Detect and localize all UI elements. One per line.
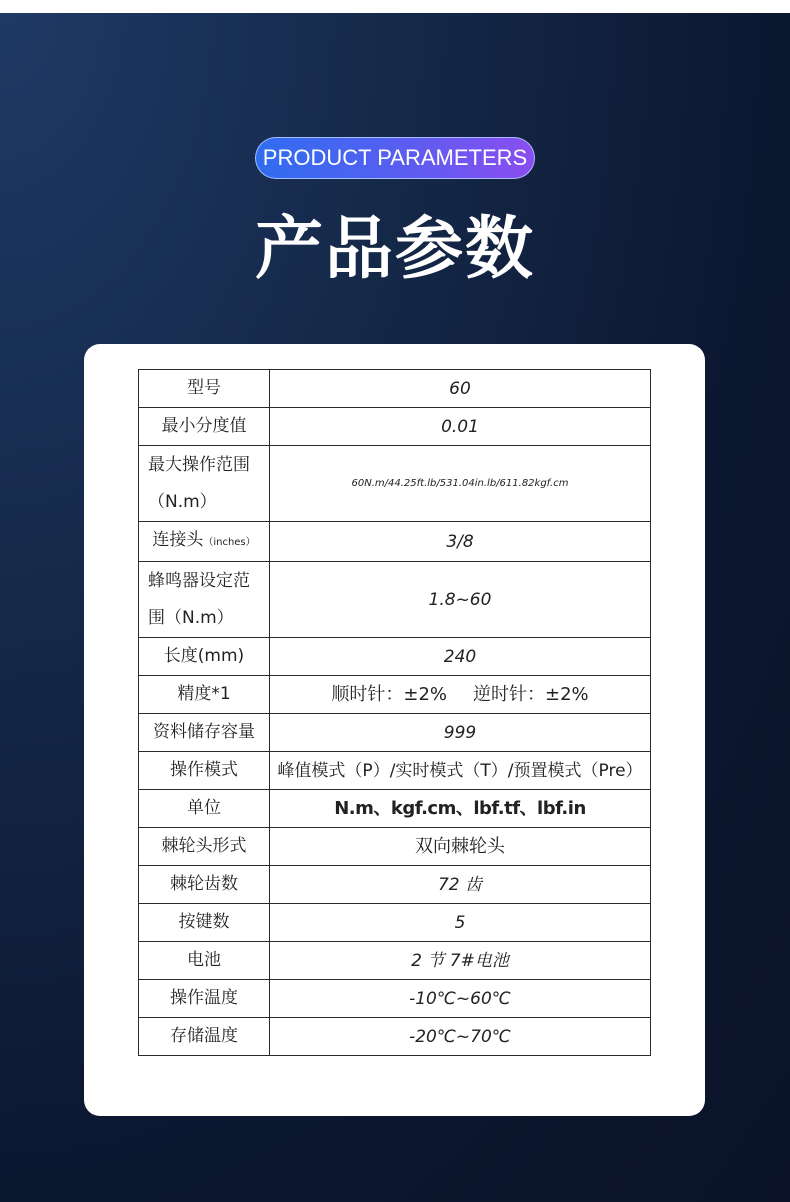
accuracy-clockwise: 顺时针：±2% [331,683,447,705]
param-value-ratchet-teeth: 72 齿 [270,866,651,904]
accuracy-counterclockwise: 逆时针：±2% [473,683,589,705]
table-row [139,714,651,752]
param-value-min-division: 0.01 [270,408,651,446]
param-label-min-division: 最小分度值 [139,408,270,446]
table-row [139,562,651,638]
param-label-ratchet-teeth: 棘轮齿数 [139,866,270,904]
table-row [139,980,651,1018]
table-row [139,828,651,866]
parameters-table [138,369,651,1056]
param-value-operating-temp: -10℃~60℃ [270,980,651,1018]
table-row [139,408,651,446]
param-label-model: 型号 [139,370,270,408]
table-row [139,1018,651,1056]
param-label-storage-capacity: 资料储存容量 [139,714,270,752]
param-label-max-range: 最大操作范围（N.m） [139,446,270,522]
param-label-ratchet-type: 棘轮头形式 [139,828,270,866]
param-label-buzzer-range: 蜂鸣器设定范围（N.m） [139,562,270,638]
param-value-buzzer-range: 1.8~60 [270,562,651,638]
param-value-operation-mode: 峰值模式（P）/实时模式（T）/预置模式（Pre） [270,752,651,790]
param-value-battery: 2 节 7#电池 [270,942,651,980]
top-strip [0,0,790,13]
param-value-button-count: 5 [270,904,651,942]
param-value-max-range: 60N.m/44.25ft.lb/531.04in.lb/611.82kgf.cm [270,446,651,522]
param-label-button-count: 按键数 [139,904,270,942]
section-badge: PRODUCT PARAMETERS [255,137,535,179]
param-label-storage-temp: 存储温度 [139,1018,270,1056]
param-label-accuracy: 精度*1 [139,676,270,714]
param-value-storage-capacity: 999 [270,714,651,752]
param-value-connector: 3/8 [270,522,651,562]
connector-label-text: 连接头 [152,530,204,550]
table-row [139,752,651,790]
param-value-model: 60 [270,370,651,408]
table-row [139,942,651,980]
param-value-storage-temp: -20℃~70℃ [270,1018,651,1056]
table-row [139,446,651,522]
param-label-battery: 电池 [139,942,270,980]
param-label-units: 单位 [139,790,270,828]
table-row [139,522,651,562]
param-value-length: 240 [270,638,651,676]
param-value-units: N.m、kgf.cm、lbf.tf、lbf.in [270,790,651,828]
table-row [139,676,651,714]
param-label-operating-temp: 操作温度 [139,980,270,1018]
param-label-operation-mode: 操作模式 [139,752,270,790]
table-row [139,790,651,828]
table-row [139,370,651,408]
connector-unit-note: （inches） [203,537,256,548]
table-row [139,866,651,904]
param-label-connector [139,522,270,562]
param-label-length: 长度(mm) [139,638,270,676]
table-row [139,638,651,676]
page-title: 产品参数 [254,210,535,289]
parameters-card [84,344,705,1116]
param-value-accuracy [270,676,651,714]
param-value-ratchet-type: 双向棘轮头 [270,828,651,866]
table-row [139,904,651,942]
